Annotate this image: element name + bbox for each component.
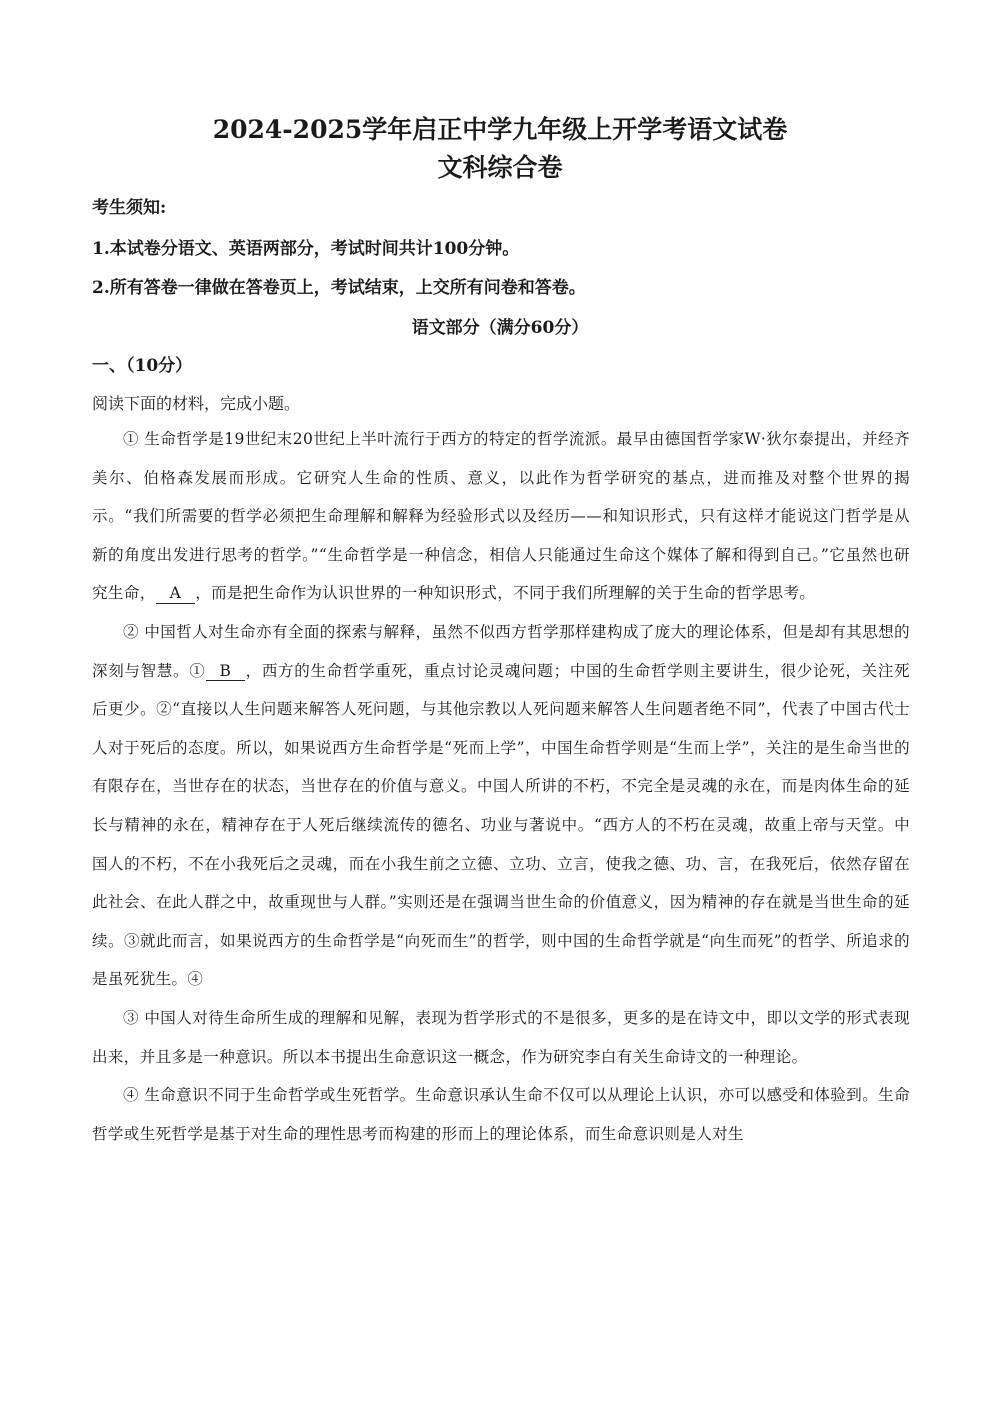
passage-paragraph-1 — [92, 420, 910, 613]
passage-paragraph-2 — [92, 613, 910, 999]
notice-item-1: 1.本试卷分语文、英语两部分，考试时间共计100分钟。 — [92, 239, 520, 259]
exam-subtitle: 文科综合卷 — [437, 153, 563, 182]
passage-paragraph-4: ④ 生命意识不同于生命哲学或生死哲学。生命意识承认生命不仅可以从理论上认识，亦可以感受和体验到。生命哲学或生死哲学是基于对生命的理性思考而构建的形而上的理论体系，而生命意识则是人对生 — [92, 1086, 910, 1143]
blank-b: B — [206, 662, 246, 682]
part-heading: 一、（10分） — [92, 356, 193, 376]
notice-heading: 考生须知: — [92, 198, 167, 218]
paragraph-1-text-a: ① 生命哲学是19世纪末20世纪上半叶流行于西方的特定的哲学流派。最早由德国哲学家W·狄尔泰提出，并经齐美尔、伯格森发展而形成。它研究人生命的性质、意义，以此作为哲学研究的基点，进而推及对整个世界的揭示。“我们所需要的哲学必须把生命理解和解释为经验形式以及经历——和知识形式，只有这样才能说这门哲学是从新的角度出发进行思考的哲学。”“生命哲学是一种信念，相信人只能通过生命这个媒体了解和得到自己。”它虽然也研究生命， — [92, 430, 910, 603]
exam-title: 2024-2025学年启正中学九年级上开学考语文试卷 — [212, 115, 788, 144]
notice-item-2: 2.所有答卷一律做在答卷页上，考试结束，上交所有问卷和答卷。 — [92, 278, 586, 298]
reading-instruction: 阅读下面的材料，完成小题。 — [92, 394, 301, 413]
blank-a: A — [156, 584, 196, 604]
paragraph-2-text-a: ② 中国哲人对生命亦有全面的探索与解释，虽然不似西方哲学那样建构成了庞大的理论体系，但是却有其思想的深刻与智慧。① — [92, 622, 910, 680]
paragraph-2-text-b: ，西方的生命哲学重死，重点讨论灵魂问题；中国的生命哲学则主要讲生，很少论死，关注死后更少。②“直接以人生问题来解答人死问题，与其他宗教以人死问题来解答人生问题者绝不同”，代表了中国古代士人对于死后的态度。所以，如果说西方生命哲学是“死而上学”，中国生命哲学则是“生而上学”，关注的是生命当世的有限存在，当世存在的状态，当世存在的价值与意义。中国人所讲的不朽，不完全是灵魂的永在，而是肉体生命的延长与精神的永在，精神存在于人死后继续流传的德名、功业与著说中。“西方人的不朽在灵魂，故重上帝与天堂。中国人的不朽，不在小我死后之灵魂，而在小我生前之立德、立功、立言，使我之德、功、言，在我死后，依然存留在此社会、在此人群之中，故重现世与人群。”实则还是在强调当世生命的价值意义，因为精神的存在就是当世生命的延续。③就此而言，如果说西方的生命哲学是“向死而生”的哲学，则中国的生命哲学就是“向生而死”的哲学、所追求的是虽死犹生。④ — [92, 661, 910, 989]
passage-paragraph-3: ③ 中国人对待生命所生成的理解和见解，表现为哲学形式的不是很多，更多的是在诗文中，即以文学的形式表现出来，并且多是一种意识。所以本书提出生命意识这一概念，作为研究李白有关生命诗文的一种理论。 — [92, 1008, 910, 1066]
section-title: 语文部分（满分60分） — [411, 318, 589, 338]
paragraph-1-text-b: ，而是把生命作为认识世界的一种知识形式，不同于我们所理解的关于生命的哲学思考。 — [195, 584, 816, 603]
reading-passage — [92, 420, 910, 1153]
